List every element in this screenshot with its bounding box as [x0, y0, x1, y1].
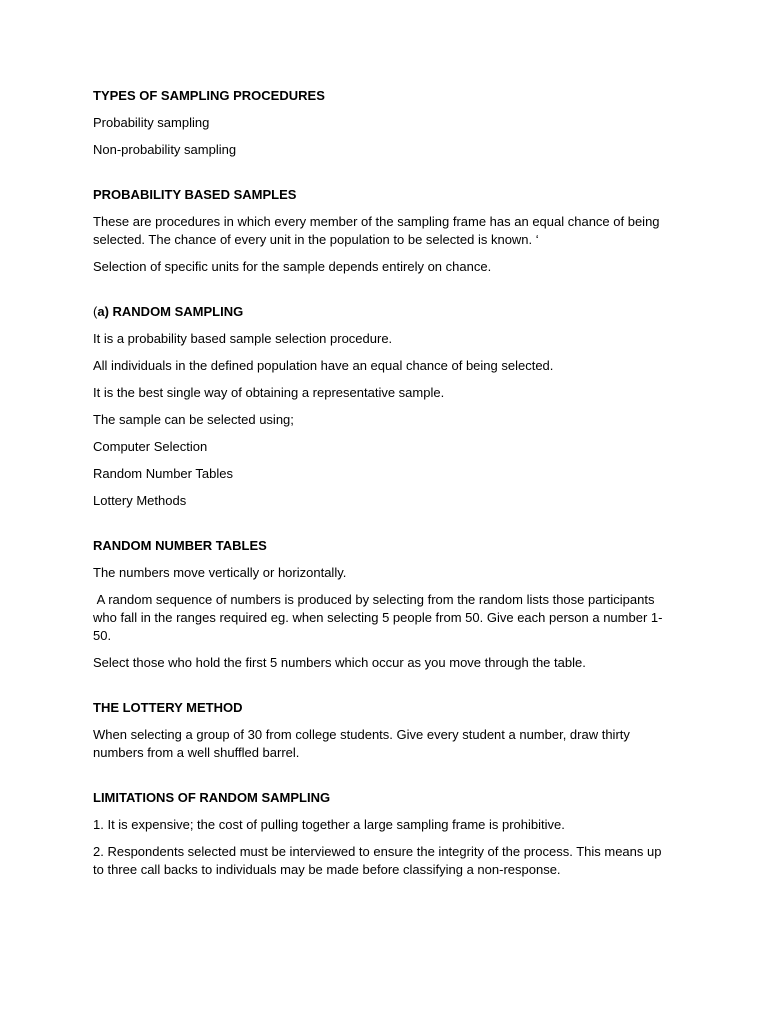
list-item-random-number-tables: Random Number Tables [93, 466, 233, 481]
list-item-lottery-methods: Lottery Methods [93, 493, 187, 508]
heading-lottery-method: THE LOTTERY METHOD [93, 700, 243, 715]
paragraph-probability-chance: Selection of specific units for the sample depends entirely on chance. [93, 259, 492, 274]
heading-random-sampling-text: a) RANDOM SAMPLING [97, 304, 244, 319]
list-item-computer-selection: Computer Selection [93, 439, 208, 454]
paragraph-rnt-0: The numbers move vertically or horizontally. [93, 565, 347, 580]
paragraph-rnt-2: Select those who hold the first 5 numbers which occur as you move through the table. [93, 655, 586, 670]
types-item-probability: Probability sampling [93, 115, 210, 130]
heading-random-sampling [93, 303, 664, 321]
paragraph-rnt-1: A random sequence of numbers is produced by selecting from the random lists those participants who fall in the ranges required eg. when selecting 5 people from 50. Give each person a number 1-50. [93, 592, 663, 643]
types-item-non-probability: Non-probability sampling [93, 142, 237, 157]
paragraph-limitation-2: 2. Respondents selected must be interviewed to ensure the integrity of the process. This means up to three call backs to individuals may be made before classifying a non-response. [93, 844, 662, 877]
heading-types-of-sampling: TYPES OF SAMPLING PROCEDURES [93, 88, 325, 103]
paragraph-random-3: The sample can be selected using; [93, 412, 294, 427]
paragraph-random-2: It is the best single way of obtaining a representative sample. [93, 385, 445, 400]
paragraph-random-0: It is a probability based sample selection procedure. [93, 331, 393, 346]
heading-random-number-tables: RANDOM NUMBER TABLES [93, 538, 267, 553]
paragraph-limitation-1: 1. It is expensive; the cost of pulling together a large sampling frame is prohibitive. [93, 817, 565, 832]
heading-probability-based: PROBABILITY BASED SAMPLES [93, 187, 297, 202]
paragraph-lottery-0: When selecting a group of 30 from college students. Give every student a number, draw thirty numbers from a well shuffled barrel. [93, 727, 630, 760]
heading-limitations: LIMITATIONS OF RANDOM SAMPLING [93, 790, 331, 805]
paragraph-random-1: All individuals in the defined population have an equal chance of being selected. [93, 358, 554, 373]
heading-random-sampling-prefix: ( [93, 304, 98, 319]
paragraph-probability-definition: These are procedures in which every member of the sampling frame has an equal chance of being selected. The chance of every unit in the population to be selected is known. ‘ [93, 214, 660, 247]
